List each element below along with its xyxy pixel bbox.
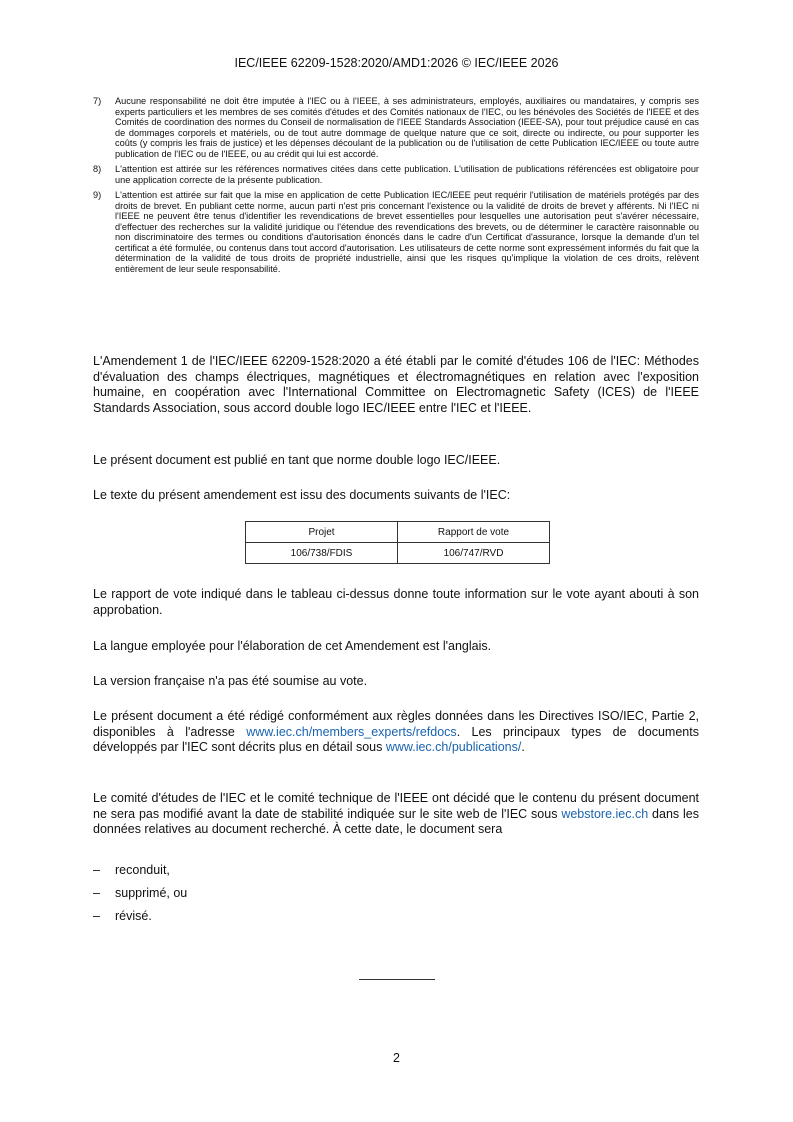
list-item-text: révisé. xyxy=(115,909,152,923)
text-span: . Les principaux types de documents développés par l'IEC sont décrits plus en détail sous xyxy=(93,724,699,755)
list-item-text: reconduit, xyxy=(115,863,170,877)
paragraph-double-logo: Le présent document est publié en tant que norme double logo IEC/IEEE. xyxy=(93,453,501,467)
webstore-link[interactable]: webstore.iec.ch xyxy=(561,806,649,821)
paragraph-french-version: La version française n'a pas été soumise au vote. xyxy=(93,674,368,688)
paragraph-amendment-origin: L'Amendement 1 de l'IEC/IEEE 62209-1528:2020 a été établi par le comité d'études 106 de l'IEC: Méthodes d'évaluation des champs électriques, magnétiques et électromagnétiques en relation avec l'exposition humaine, en coopération avec l'International Committee on Electromagnetic Safety (ICES) de l'IEEE Standards Association, sous accord double logo IEC/IEEE entre l'IEC et l'IEEE. xyxy=(93,354,699,415)
list-item-text: supprimé, ou xyxy=(115,886,188,900)
paragraph-stability xyxy=(93,791,699,838)
text-span: dans les données relatives au document recherché. À cette date, le document sera xyxy=(93,806,699,837)
note-number: 9) xyxy=(93,190,102,200)
notes-list xyxy=(93,96,699,279)
dash-bullet: – xyxy=(93,863,100,877)
text-span: Le comité d'études de l'IEC et le comité technique de l'IEEE ont décidé que le contenu du présent document ne sera pas modifié avant la date de stabilité indiquée sur le site web de l'IEC sous xyxy=(93,791,699,821)
publications-link[interactable]: www.iec.ch/publications/ xyxy=(385,740,522,755)
table-cell: 106/747/RVD xyxy=(398,543,550,564)
paragraph-directives xyxy=(93,709,699,756)
note-item xyxy=(93,96,699,159)
refdocs-link[interactable]: www.iec.ch/members_experts/refdocs xyxy=(246,724,457,739)
table-row xyxy=(246,543,550,564)
note-text: Aucune responsabilité ne doit être imputée à l'IEC ou à l'IEEE, à ses administrateurs, employés, auxiliaires ou mandataires, y compris ses experts particuliers et les membres de ses comités d'études et des Comités nationaux de l'IEC, ou les bénévoles des Sociétés de l'IEEE et des Comités de coordination des normes du Conseil de normalisation de l'IEEE Standards Association (IEEE-SA), pour tout préjudice causé en cas de dommages corporels et matériels, ou de tout autre dommage de quelque nature que ce soit, directe ou indirecte, ou pour supporter les coûts (y compris les frais de justice) et les dépenses découlant de la publication ou de l'utilisation de cette Publication IEC/IEEE ou toute autre publication de l'IEC ou de l'IEEE, ou au crédit qui lui est accordé. xyxy=(115,96,699,159)
note-item xyxy=(93,164,699,185)
note-number: 7) xyxy=(93,96,102,106)
page-number: 2 xyxy=(393,1051,400,1065)
note-item xyxy=(93,190,699,274)
note-number: 8) xyxy=(93,164,102,174)
paragraph-voting-report: Le rapport de vote indiqué dans le tableau ci-dessus donne toute information sur le vote ayant abouti à son approbation. xyxy=(93,587,699,617)
text-span: Le présent document a été rédigé conformément aux règles données dans les Directives ISO/IEC, Partie 2, disponibles à l'adresse xyxy=(93,709,699,739)
end-rule xyxy=(359,979,435,980)
outcome-list xyxy=(93,862,699,931)
table-cell: 106/738/FDIS xyxy=(246,543,398,564)
voting-table xyxy=(245,521,550,564)
list-item xyxy=(93,862,699,885)
note-text: L'attention est attirée sur fait que la mise en application de cette Publication IEC/IEEE peut requérir l'utilisation de matériels protégés par des droits de brevet. En publiant cette norme, aucun parti n'est pris concernant l'existence ou la validité de droits de brevet y afférents. Ni l'IEC ni l'IEEE ne peuvent être tenus d'identifier les revendications de brevet essentielles pour lesquelles une autorisation peut s'avérer nécessaire, d'effectuer des recherches sur la validité juridique ou l'étendue des revendications des brevets, ou de déterminer le caractère raisonnable ou non discriminatoire des termes ou conditions d'autorisation énoncés dans le cadre d'un Certificat d'assurance, lorsque la demande d'un tel certificat a été formulée, ou contenus dans tout accord d'autorisation. Les utilisateurs de cette norme sont expressément informés du fait que la détermination de la validité de tous droits de propriété industrielle, ainsi que les risques qu'implique la violation de ces droits, relèvent entièrement de leur seule responsabilité. xyxy=(115,190,699,274)
list-item xyxy=(93,908,699,931)
paragraph-language: La langue employée pour l'élaboration de cet Amendement est l'anglais. xyxy=(93,639,492,653)
list-item xyxy=(93,885,699,908)
note-text: L'attention est attirée sur les références normatives citées dans cette publication. L'utilisation de publications référencées est obligatoire pour une application correcte de la présente publication. xyxy=(115,164,699,185)
text-span: . xyxy=(521,740,525,755)
table-header-cell: Projet xyxy=(246,522,398,543)
table-header-row xyxy=(246,522,550,543)
paragraph-source-documents: Le texte du présent amendement est issu des documents suivants de l'IEC: xyxy=(93,488,511,502)
dash-bullet: – xyxy=(93,909,100,923)
table-header-cell: Rapport de vote xyxy=(398,522,550,543)
page-header: IEC/IEEE 62209-1528:2020/AMD1:2026 © IEC/IEEE 2026 xyxy=(234,56,559,70)
dash-bullet: – xyxy=(93,886,100,900)
